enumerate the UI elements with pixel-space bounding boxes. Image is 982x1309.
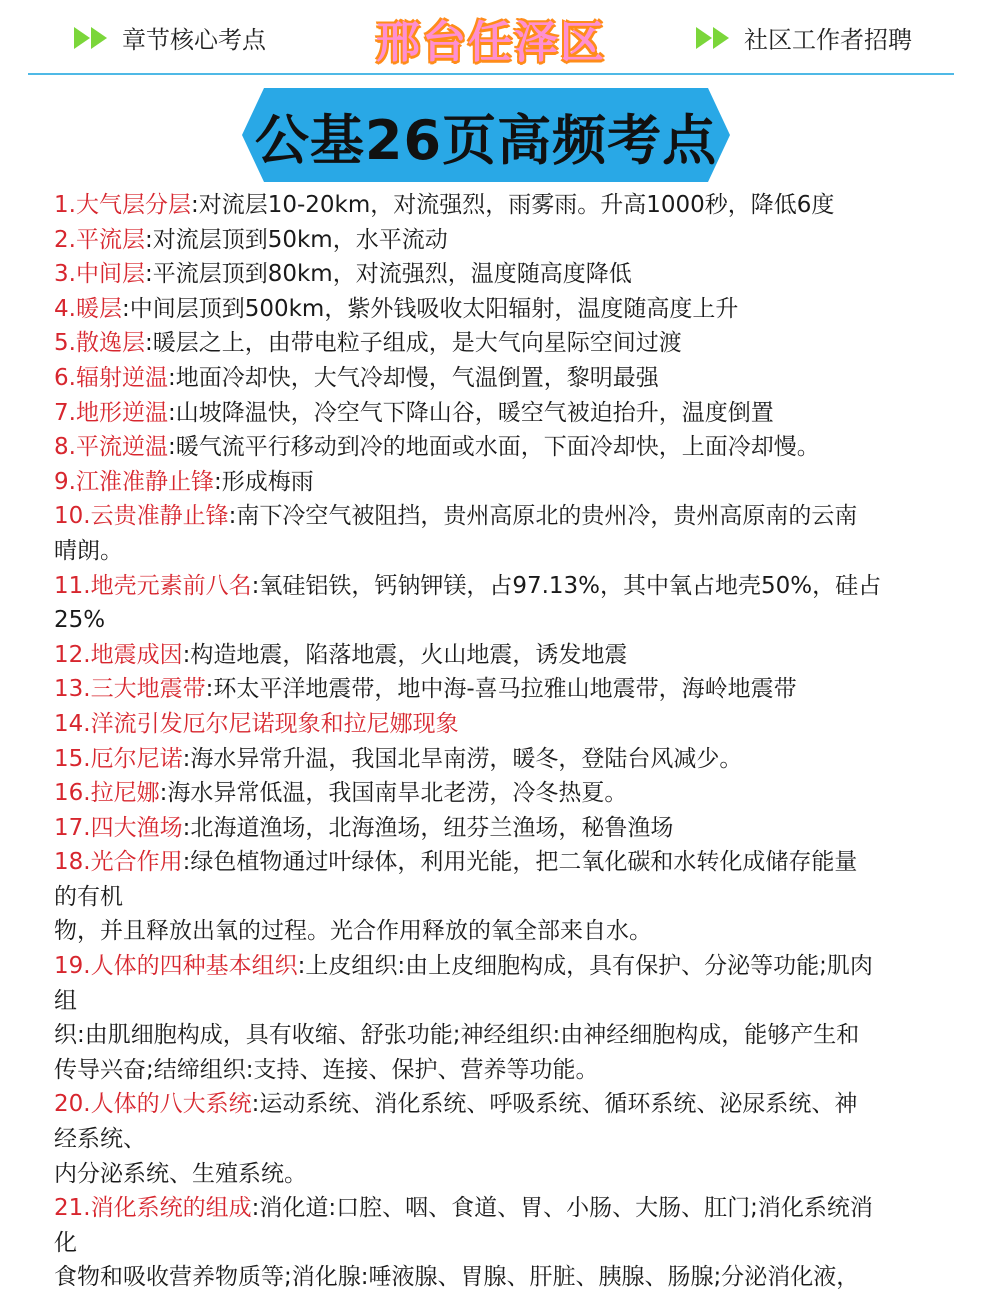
- item-text: :北海道渔场，北海渔场，纽芬兰渔场，秘鲁渔场: [182, 814, 674, 841]
- item-keyword: 3.中间层: [54, 261, 145, 288]
- item-text: :环太平洋地震带，地中海-喜马拉雅山地震带，海岭地震带: [205, 676, 797, 703]
- item-text: 晴朗。: [54, 537, 123, 564]
- item-keyword: 9.江淮准静止锋: [54, 468, 214, 495]
- item-text: :中间层顶到500km，紫外钱吸收太阳辐射，温度随高度上升: [121, 295, 739, 322]
- item-text: 食物和吸收营养物质等;消化腺:唾液腺、胃腺、肝脏、胰腺、肠腺;分泌消化液，: [54, 1264, 860, 1291]
- list-item-continuation: [54, 914, 934, 949]
- double-arrow-icon: [696, 27, 730, 49]
- item-text: :南下冷空气被阻挡，贵州高原北的贵州冷，贵州高原南的云南: [228, 503, 858, 530]
- item-keyword: 15.厄尔尼诺: [54, 745, 183, 772]
- list-item: [54, 361, 934, 396]
- item-text: 物，并且释放出氧的过程。光合作用释放的氧全部来自水。: [54, 918, 652, 945]
- item-keyword: 11.地壳元素前八名: [54, 572, 252, 599]
- list-item-continuation: [54, 1053, 934, 1088]
- item-text: :对流层10-20km，对流强烈，雨雾雨。升高1000秒，降低6度: [190, 192, 835, 218]
- item-keyword: 20.人体的八大系统: [54, 1091, 252, 1118]
- item-keyword: 18.光合作用: [54, 849, 183, 876]
- item-keyword: 7.地形逆温: [54, 399, 168, 426]
- list-item: [54, 292, 934, 327]
- list-item: [54, 396, 934, 431]
- item-keyword: 19.人体的四种基本组织: [54, 953, 298, 980]
- item-keyword: 12.地震成因: [54, 641, 183, 668]
- item-keyword: 13.三大地震带: [54, 676, 206, 703]
- item-text: :氧硅铝铁，钙钠钾镁，占97.13%，其中氧占地壳50%，硅占: [251, 572, 882, 599]
- list-item: [54, 465, 934, 500]
- list-item: [54, 569, 934, 604]
- list-item-continuation: [54, 1157, 934, 1192]
- item-keyword: 6.辐射逆温: [54, 364, 168, 391]
- list-item: [54, 811, 934, 846]
- header-divider: [28, 73, 954, 75]
- list-item-continuation: [54, 534, 934, 569]
- item-text: 的有机: [54, 883, 123, 910]
- item-text: 25%: [54, 607, 106, 634]
- item-keyword: 14.洋流引发厄尔尼诺现象和拉尼娜现象: [54, 710, 459, 737]
- item-text: 传导兴奋;结缔组织:支持、连接、保护、营养等功能。: [54, 1056, 599, 1083]
- header: [0, 0, 982, 74]
- item-text: :上皮组织:由上皮细胞构成，具有保护、分泌等功能;肌肉: [297, 953, 873, 980]
- header-left-label: 章节核心考点: [122, 26, 266, 54]
- item-text: :海水异常升温，我国北旱南涝，暖冬，登陆台风减少。: [182, 745, 743, 772]
- list-item-continuation: [54, 1018, 934, 1053]
- item-text: :构造地震，陷落地震，火山地震，诱发地震: [182, 641, 628, 668]
- item-text: :平流层顶到80km，对流强烈，温度随高度降低: [144, 261, 632, 288]
- page-title: 公基26页高频考点: [254, 109, 718, 172]
- list-item-continuation: [54, 1226, 934, 1261]
- item-text: 经系统、: [54, 1126, 146, 1153]
- item-keyword: 4.暖层: [54, 295, 122, 322]
- list-item: [54, 742, 934, 777]
- item-text: :形成梅雨: [213, 468, 314, 495]
- item-keyword: 10.云贵准静止锋: [54, 503, 229, 530]
- list-item-continuation: [54, 1260, 934, 1295]
- list-item-continuation: [54, 1122, 934, 1157]
- list-item: [54, 430, 934, 465]
- list-item: [54, 326, 934, 361]
- item-keyword: 1.大气层分层: [54, 192, 191, 218]
- list-item: [54, 638, 934, 673]
- list-item-continuation: [54, 880, 934, 915]
- region-title: 邢台任泽区: [376, 17, 606, 68]
- header-right-label: 社区工作者招聘: [744, 26, 912, 54]
- list-item-continuation: [54, 984, 934, 1019]
- list-item: [54, 1087, 934, 1122]
- item-text: :暖层之上，由带电粒子组成，是大气向星际空间过渡: [144, 330, 682, 357]
- item-text: :山坡降温快，冷空气下降山谷，暖空气被迫抬升，温度倒置: [167, 399, 774, 426]
- list-item: [54, 707, 934, 742]
- list-item: [54, 672, 934, 707]
- item-text: :海水异常低温，我国南旱北老涝，冷冬热夏。: [159, 780, 628, 807]
- item-keyword: 21.消化系统的组成: [54, 1195, 252, 1222]
- item-text: :地面冷却快，大气冷却慢，气温倒置，黎明最强: [167, 364, 659, 391]
- item-text: :运动系统、消化系统、呼吸系统、循环系统、泌尿系统、神: [251, 1091, 858, 1118]
- knowledge-list: [54, 188, 934, 1295]
- list-item: [54, 1191, 934, 1226]
- item-text: 化: [54, 1229, 77, 1256]
- item-keyword: 5.散逸层: [54, 330, 145, 357]
- item-text: :绿色植物通过叶绿体，利用光能，把二氧化碳和水转化成储存能量: [182, 849, 858, 876]
- item-keyword: 17.四大渔场: [54, 814, 183, 841]
- list-item: [54, 499, 934, 534]
- item-text: 组: [54, 987, 77, 1014]
- list-item: [54, 188, 934, 223]
- item-keyword: 16.拉尼娜: [54, 780, 160, 807]
- list-item: [54, 257, 934, 292]
- list-item-continuation: [54, 603, 934, 638]
- header-right-tag: [696, 20, 912, 55]
- item-keyword: 8.平流逆温: [54, 434, 168, 461]
- list-item: [54, 949, 934, 984]
- list-item: [54, 845, 934, 880]
- item-text: :暖气流平行移动到冷的地面或水面，下面冷却快，上面冷却慢。: [167, 434, 820, 461]
- item-text: :消化道:口腔、咽、食道、胃、小肠、大肠、肛门;消化系统消: [251, 1195, 873, 1222]
- item-keyword: 2.平流层: [54, 226, 145, 253]
- list-item: [54, 223, 934, 258]
- list-item: [54, 776, 934, 811]
- item-text: :对流层顶到50km，水平流动: [144, 226, 448, 253]
- item-text: 织:由肌细胞构成，具有收缩、舒张功能;神经组织:由神经细胞构成，能够产生和: [54, 1022, 860, 1049]
- title-banner: [236, 82, 736, 188]
- item-text: 内分泌系统、生殖系统。: [54, 1160, 307, 1187]
